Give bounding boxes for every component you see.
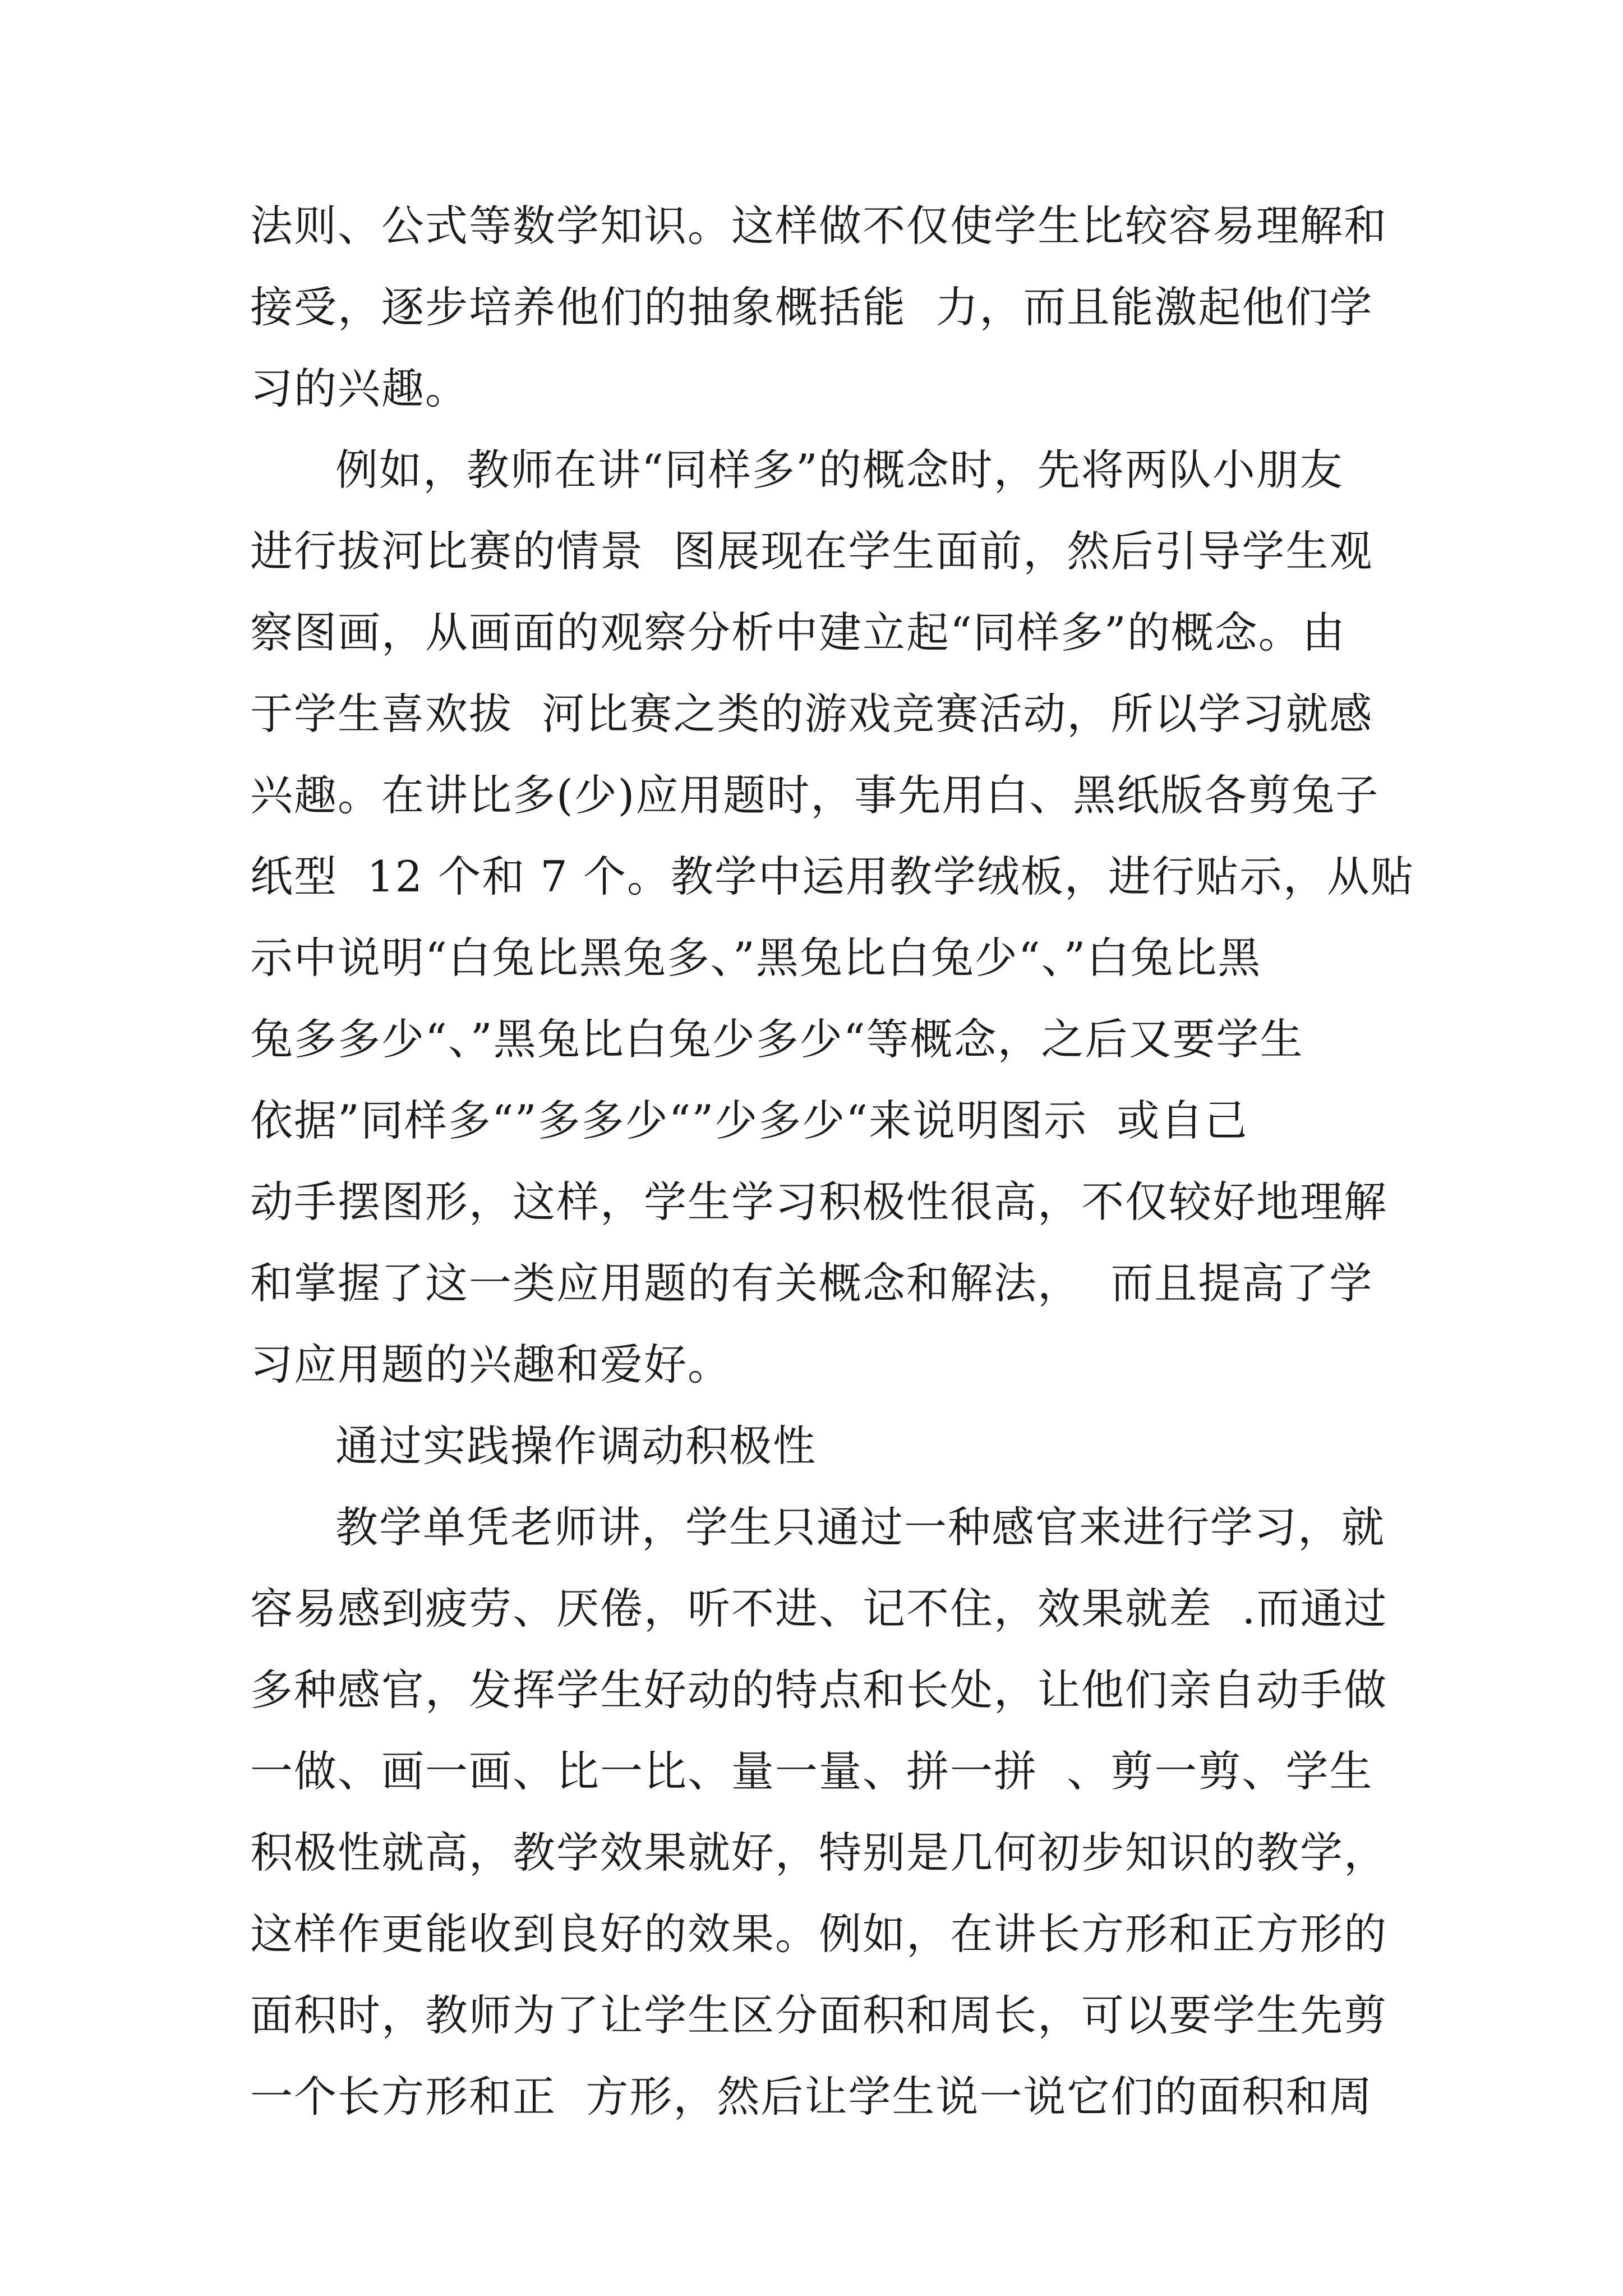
text-line: 兔多多少“、”黑兔比白兔少多少“等概念，之后又要学生 — [250, 1014, 1304, 1064]
text-line: 动手摆图形，这样，学生学习积极性很高，不仅较好地理解 — [250, 1177, 1387, 1227]
text-line: 察图画，从画面的观察分析中建立起“同样多”的概念。由 — [250, 608, 1346, 657]
text-line: 纸型 12 个和 7 个。教学中运用教学绒板，进行贴示，从贴 — [250, 852, 1414, 901]
text-line: 习应用题的兴趣和爱好。 — [250, 1340, 731, 1389]
text-line: 依据”同样多“”多多少“”少多少“来说明图示 或自己 — [250, 1096, 1248, 1145]
text-line: 一个长方形和正 方形，然后让学生说一说它们的面积和周 — [250, 2072, 1373, 2122]
section-heading: 通过实践操作调动积极性 — [335, 1421, 817, 1471]
text-line: 习的兴趣。 — [250, 364, 469, 413]
text-line: 兴趣。在讲比多(少)应用题时，事先用白、黑纸版各剪兔子 — [250, 770, 1380, 820]
text-line: 和掌握了这一类应用题的有关概念和解法， 而且提高了学 — [250, 1258, 1373, 1308]
paragraph-start-line: 教学单凭老师讲，学生只通过一种感官来进行学习，就 — [335, 1502, 1385, 1552]
body-text — [250, 185, 1414, 2137]
text-line: 一做、画一画、比一比、量一量、拼一拼 、剪一剪、学生 — [250, 1746, 1373, 1796]
text-line: 多种感官，发挥学生好动的特点和长处，让他们亲自动手做 — [250, 1665, 1387, 1715]
text-line: 容易感到疲劳、厌倦，听不进、记不住，效果就差 .而通过 — [250, 1584, 1388, 1634]
text-line: 积极性就高，教学效果就好，特别是几何初步知识的教学， — [250, 1828, 1387, 1878]
paragraph-start-line: 例如，教师在讲“同样多”的概念时，先将两队小朋友 — [335, 445, 1344, 495]
text-line: 进行拔河比赛的情景 图展现在学生面前，然后引导学生观 — [250, 526, 1373, 576]
text-line: 这样作更能收到良好的效果。例如，在讲长方形和正方形的 — [250, 1909, 1387, 1959]
text-line: 接受，逐步培养他们的抽象概括能 力，而且能激起他们学 — [250, 282, 1373, 332]
text-line: 于学生喜欢拔 河比赛之类的游戏竞赛活动，所以学习就感 — [250, 689, 1373, 739]
text-line: 法则、公式等数学知识。这样做不仅使学生比较容易理解和 — [250, 201, 1387, 251]
text-line: 面积时，教师为了让学生区分面积和周长，可以要学生先剪 — [250, 1990, 1387, 2040]
text-line: 示中说明“白兔比黑兔多、”黑兔比白兔少“、”白兔比黑 — [250, 933, 1262, 983]
